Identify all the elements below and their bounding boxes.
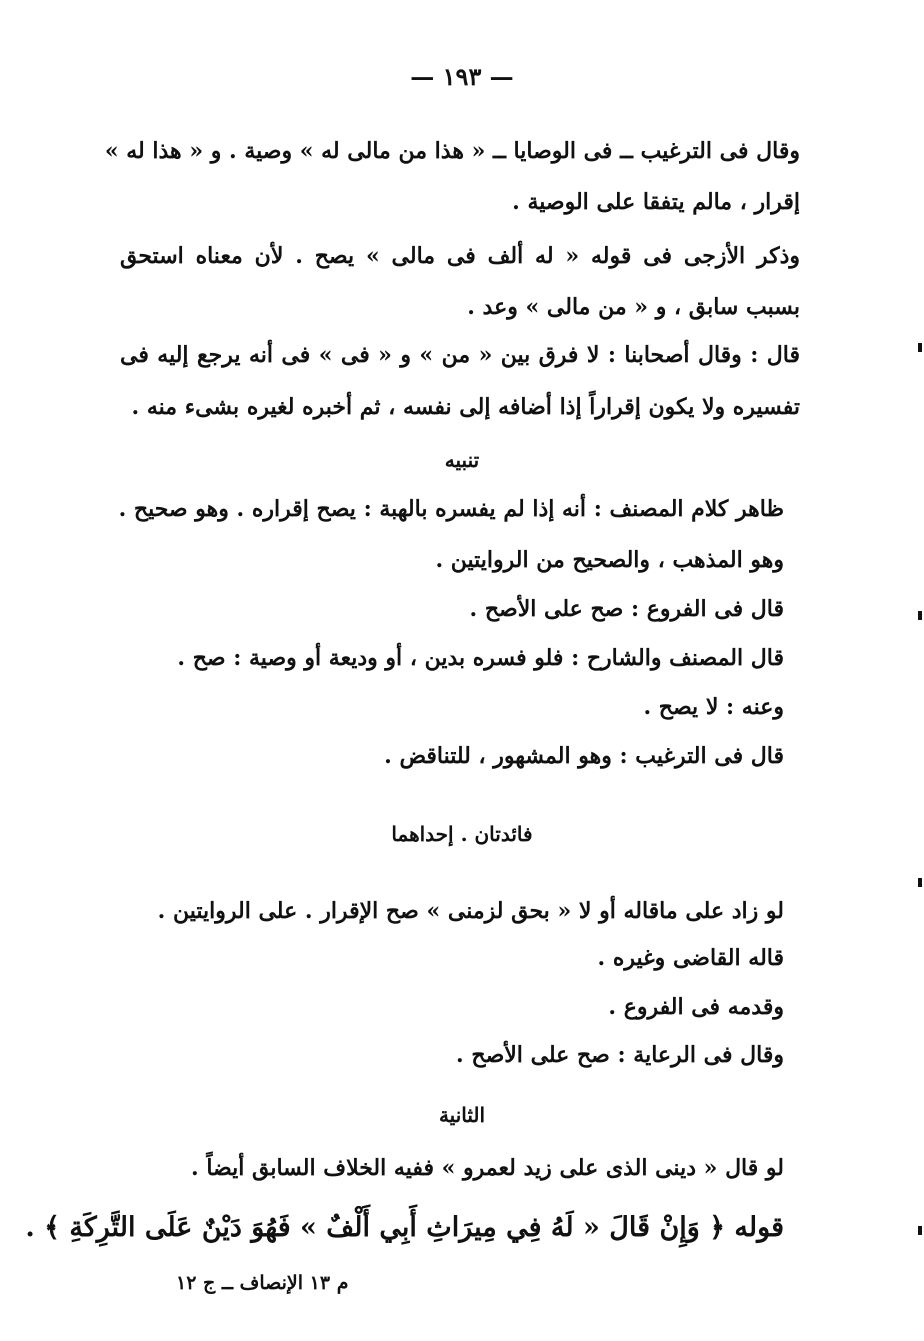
section-heading: فائدتان . إحداهما (391, 822, 533, 846)
text-line: إقرار ، مالم يتفقا على الوصية . (512, 189, 800, 215)
text-line: ظاهر كلام المصنف : أنه إذا لم يفسره بالهبة : يصح إقراره . وهو صحيح . (118, 496, 784, 522)
text-line: قال المصنف والشارح : فلو فسره بدين ، أو وديعة أو وصية : صح . (177, 645, 784, 671)
section-heading: تنبيه (444, 448, 480, 472)
footer-signature: م ١٣ الإنصاف ــ ج ١٢ (176, 1272, 349, 1294)
text-line: تفسيره ولا يكون إقراراً إذا أضافه إلى نفسه ، ثم أخبره لغيره بشىء منه . (131, 394, 800, 420)
text-line: لو زاد على ماقاله أو لا « بحق لزمنى » صح الإقرار . على الروايتين . (157, 898, 784, 924)
text-line: وهو المذهب ، والصحيح من الروايتين . (435, 547, 784, 573)
margin-mark (918, 1226, 922, 1235)
margin-mark (918, 343, 922, 352)
section-heading: الثانية (438, 1103, 486, 1127)
text-line: لو قال « دينى الذى على زيد لعمرو » ففيه الخلاف السابق أيضاً . (191, 1155, 784, 1181)
text-line: وقال فى الرعاية : صح على الأصح . (456, 1042, 784, 1068)
text-line: بسبب سابق ، و « من مالى » وعد . (467, 294, 800, 320)
page-number: — ١٩٣ — (410, 62, 514, 91)
text-line: وقدمه فى الفروع . (608, 994, 784, 1020)
margin-mark (918, 878, 922, 887)
text-line: وعنه : لا يصح . (643, 694, 784, 720)
text-line: وقال فى الترغيب ــ فى الوصايا ــ « هذا من مالى له » وصية . و « هذا له » (104, 138, 800, 164)
text-line: قاله القاضى وغيره . (597, 945, 784, 971)
text-line: وذكر الأزجى فى قوله « له ألف فى مالى » يصح . لأن معناه استحق (120, 243, 800, 269)
text-line: قال : وقال أصحابنا : لا فرق بين « من » و « فى » فى أنه يرجع إليه فى (120, 342, 800, 368)
text-line: قال فى الفروع : صح على الأصح . (469, 596, 784, 622)
text-line: قال فى الترغيب : وهو المشهور ، للتناقض . (384, 743, 784, 769)
margin-mark (918, 611, 922, 620)
quran-verse-line: قوله ﴿ وَإِنْ قَالَ « لَهُ فِي مِيرَاثِ أَبِي أَلْفٌ » فَهُوَ دَيْنٌ عَلَى التَّرِكَةِ ﴾ . (25, 1212, 784, 1243)
